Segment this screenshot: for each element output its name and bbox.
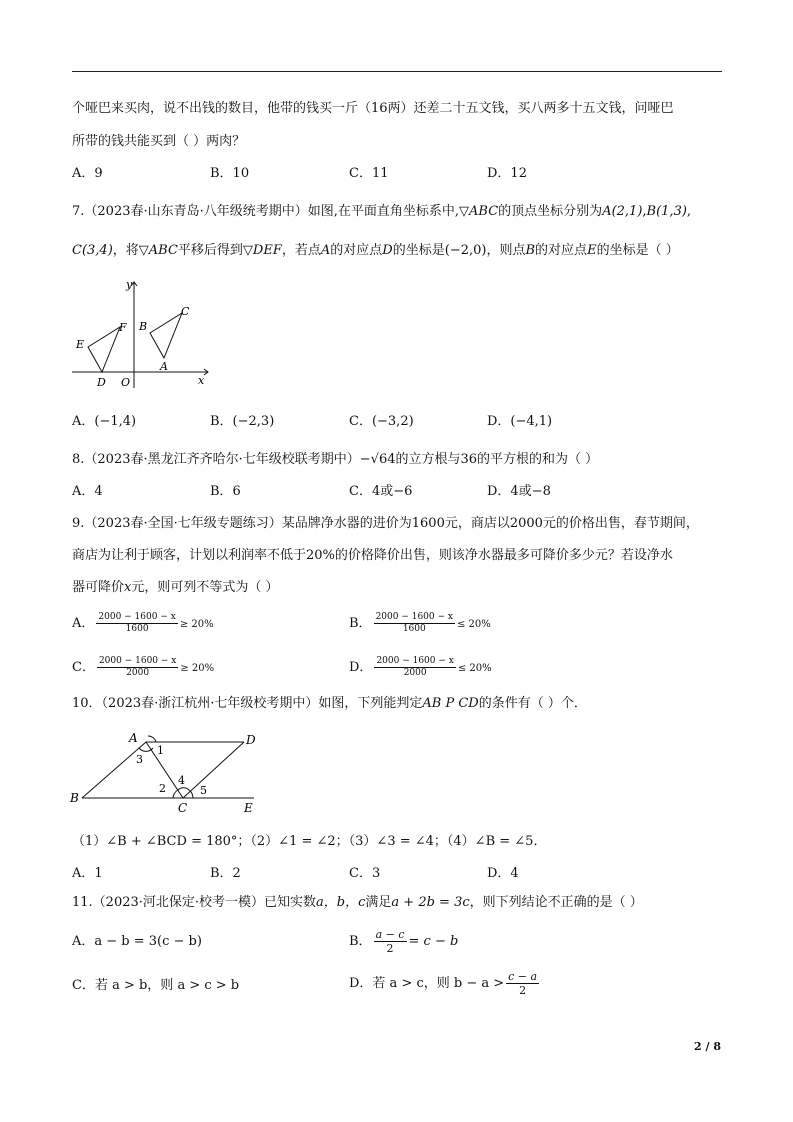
q9-a-den: 1600	[125, 624, 149, 634]
q6-text-line1: 个哑巴来买肉，说不出钱的数目，他带的钱买一斤（16两）还差二十五文钱，买八两多十五文钱，问哑巴	[72, 101, 674, 116]
q9-text-b: 元，则可列不等式为（ ）	[131, 580, 279, 595]
q11-b-num: a − c	[375, 928, 405, 941]
q10-condition: AB P CD	[422, 696, 479, 711]
q10-suffix: 的条件有（ ）个．	[478, 696, 587, 711]
q7-option-a[interactable]: A．(−1,4)	[72, 414, 137, 429]
q7-text-a: ，将	[112, 243, 139, 258]
q7-text-h: 的坐标是（ ）	[596, 243, 679, 258]
label-a: A	[160, 360, 168, 373]
q9-option-d[interactable]	[349, 656, 492, 679]
q7-option-c[interactable]: C．(−3,2)	[349, 414, 414, 429]
q10-option-d[interactable]: D．4	[487, 866, 519, 881]
q11-option-a[interactable]: A．a − b = 3(c − b)	[72, 934, 202, 949]
q7-text-c: ，若点	[281, 243, 321, 258]
q7-triangle-abc: ▽ABC	[459, 204, 499, 219]
q6-option-a[interactable]: A．9	[72, 166, 103, 181]
q8-suffix: 的立方根与36的平方根的和为（ ）	[395, 452, 599, 467]
q11-option-c[interactable]: C．若 a > b，则 a > c > b	[72, 978, 240, 993]
q7-triangle-abc-2: ▽ABC	[138, 243, 178, 258]
angle-arc-5	[189, 790, 193, 798]
q11-b-den: 2	[386, 942, 394, 955]
q7-pt-d: D	[382, 243, 393, 258]
q11-prefix: 11.（2023·河北保定·校考一模）已知实数	[72, 895, 317, 910]
q9-b-rel: ≤ 20%	[456, 619, 491, 630]
q9-b-num: 2000 − 1600 − x	[375, 612, 453, 622]
q11-b-label: B．	[349, 934, 372, 949]
q10-conditions: （1）∠B + ∠BCD = 180°；（2）∠1 = ∠2；（3）∠3 = ∠4；（4）∠B = ∠5．	[72, 834, 547, 849]
angle-label-2: 2	[159, 782, 166, 795]
q7-coord-d: (−2,0)	[444, 243, 487, 258]
q11-b-rest: = c − b	[408, 934, 459, 949]
q9-b-den: 1600	[402, 624, 426, 634]
q7-text-g: 的对应点	[535, 243, 588, 258]
label-c: C	[181, 305, 190, 318]
q8-option-a[interactable]: A．4	[72, 484, 103, 499]
q7-point-a: A(2,1)	[602, 204, 643, 219]
q7-coordinate-figure	[68, 276, 218, 392]
q7-pt-b: B	[525, 243, 536, 258]
label-c: C	[178, 801, 188, 815]
q9-c-num: 2000 − 1600 − x	[98, 656, 177, 666]
q11-equation: a + 2b = 3c	[391, 895, 470, 910]
q11-d-den: 2	[519, 984, 527, 997]
triangle-abc	[150, 313, 182, 358]
q7-pt-e: E	[587, 243, 597, 258]
label-e: E	[244, 801, 253, 815]
q6-option-b[interactable]: B．10	[210, 166, 250, 181]
q9-b-fraction	[374, 612, 455, 635]
angle-label-4: 4	[178, 774, 185, 787]
q9-var-x: x	[124, 580, 132, 595]
q11-vars: a，b，c	[316, 895, 366, 910]
q11-option-d[interactable]	[349, 970, 541, 997]
q7-point-b: B(1,3)	[646, 204, 687, 219]
q8-expression: −√64	[359, 452, 396, 467]
q9-d-rel: ≤ 20%	[457, 663, 492, 674]
q7-text-d: 的对应点	[330, 243, 383, 258]
q10-option-c[interactable]: C．3	[349, 866, 381, 881]
q10-parallel-lines-figure	[64, 726, 274, 816]
label-d: D	[246, 733, 256, 747]
q7-option-d[interactable]: D．(−4,1)	[487, 414, 553, 429]
page-number: 2 / 8	[694, 1040, 721, 1053]
header-rule	[72, 71, 722, 72]
q9-b-label: B．	[349, 616, 372, 631]
q11-suffix: ，则下列结论不正确的是（ ）	[469, 895, 643, 910]
q8-option-b[interactable]: B．6	[210, 484, 241, 499]
label-d: D	[97, 376, 106, 389]
label-a: A	[129, 731, 138, 745]
q9-c-fraction	[97, 656, 178, 679]
angle-arc-1	[148, 736, 156, 742]
label-b: B	[70, 791, 79, 805]
line-cd	[183, 742, 244, 798]
q9-c-den: 2000	[126, 668, 150, 678]
q8-prefix: 8.（2023春·黑龙江齐齐哈尔·七年级校联考期中）	[72, 452, 360, 467]
q7-pt-a: A	[320, 243, 331, 258]
q7-stem-line1: 7.（2023春·山东青岛·八年级统考期中）如图,在平面直角坐标系中,▽ABC的顶点坐标分别为A(2,1),B(1,3),	[72, 204, 692, 219]
angle-arc-3	[139, 748, 153, 751]
q9-text-a: 器可降价	[72, 580, 125, 595]
q9-stem-line3	[72, 578, 279, 598]
q9-option-c[interactable]	[72, 656, 214, 679]
q9-a-fraction	[96, 612, 177, 635]
angle-arc-2	[173, 790, 178, 798]
q8-option-d[interactable]: D．4或−8	[487, 484, 551, 499]
q9-option-b[interactable]	[349, 612, 491, 635]
label-f: F	[119, 321, 127, 334]
angle-label-3: 3	[136, 753, 143, 766]
q9-d-num: 2000 − 1600 − x	[376, 656, 454, 666]
q7-text-b: 平移后得到	[177, 243, 243, 258]
q11-stem	[72, 893, 643, 913]
label-e: E	[76, 338, 85, 351]
q7-point-c: C(3,4)	[72, 243, 113, 258]
q9-a-rel: ≥ 20%	[179, 619, 214, 630]
q9-d-fraction	[374, 656, 455, 679]
q11-d-num: c − a	[508, 970, 538, 983]
q9-option-a[interactable]	[72, 612, 214, 635]
q11-option-b[interactable]	[349, 928, 458, 955]
origin-label: O	[121, 376, 131, 389]
q11-d-text: D．若 a > c，则 b − a >	[349, 976, 505, 991]
q7-mid: 的顶点坐标分别为	[498, 204, 603, 219]
q9-stem-line2: 商店为让利于顾客，计划以利润率不低于20%的价格降价出售，则该净水器最多可降价多少元？若设净水	[72, 548, 673, 563]
line-ab	[82, 742, 146, 798]
triangle-def	[88, 327, 120, 372]
q6-text-line2: 所带的钱共能买到（ ）两肉？	[72, 134, 246, 149]
q7-stem-line2	[72, 241, 679, 261]
q7-text-f: ，则点	[486, 243, 526, 258]
q10-stem	[72, 694, 587, 714]
y-label: y	[126, 278, 133, 291]
q7-option-b[interactable]: B．(−2,3)	[210, 414, 275, 429]
q9-d-label: D．	[349, 660, 373, 675]
label-b: B	[139, 320, 148, 333]
q9-c-label: C．	[72, 660, 95, 675]
q7-text-e: 的坐标是	[392, 243, 445, 258]
q11-b-fraction	[374, 928, 407, 955]
q11-d-fraction	[506, 970, 539, 997]
q10-prefix: 10．（2023春·浙江杭州·七年级校考期中）如图，下列能判定	[72, 696, 423, 711]
q9-c-rel: ≥ 20%	[180, 663, 215, 674]
q8-option-c[interactable]: C．4或−6	[349, 484, 413, 499]
q9-stem-line1: 9.（2023春·全国·七年级专题练习）某品牌净水器的进价为1600元，商店以2000元的价格出售，春节期间，	[72, 516, 699, 531]
q10-option-a[interactable]: A．1	[72, 866, 103, 881]
q7-triangle-def: ▽DEF	[242, 243, 282, 258]
q10-option-b[interactable]: B．2	[210, 866, 241, 881]
q9-a-label: A．	[72, 616, 95, 631]
q9-d-den: 2000	[403, 668, 427, 678]
angle-label-1: 1	[157, 744, 164, 757]
q8-stem	[72, 450, 598, 470]
q6-option-d[interactable]: D．12	[487, 166, 527, 181]
q9-a-num: 2000 − 1600 − x	[98, 612, 176, 622]
x-label: x	[198, 374, 205, 387]
q6-option-c[interactable]: C．11	[349, 166, 389, 181]
q11-mid: 满足	[365, 895, 392, 910]
q7-prefix: 7.（2023春·山东青岛·八年级统考期中）如图,在平面直角坐标系中,	[72, 204, 460, 219]
angle-label-5: 5	[200, 784, 207, 797]
angle-arc-4	[178, 788, 189, 790]
